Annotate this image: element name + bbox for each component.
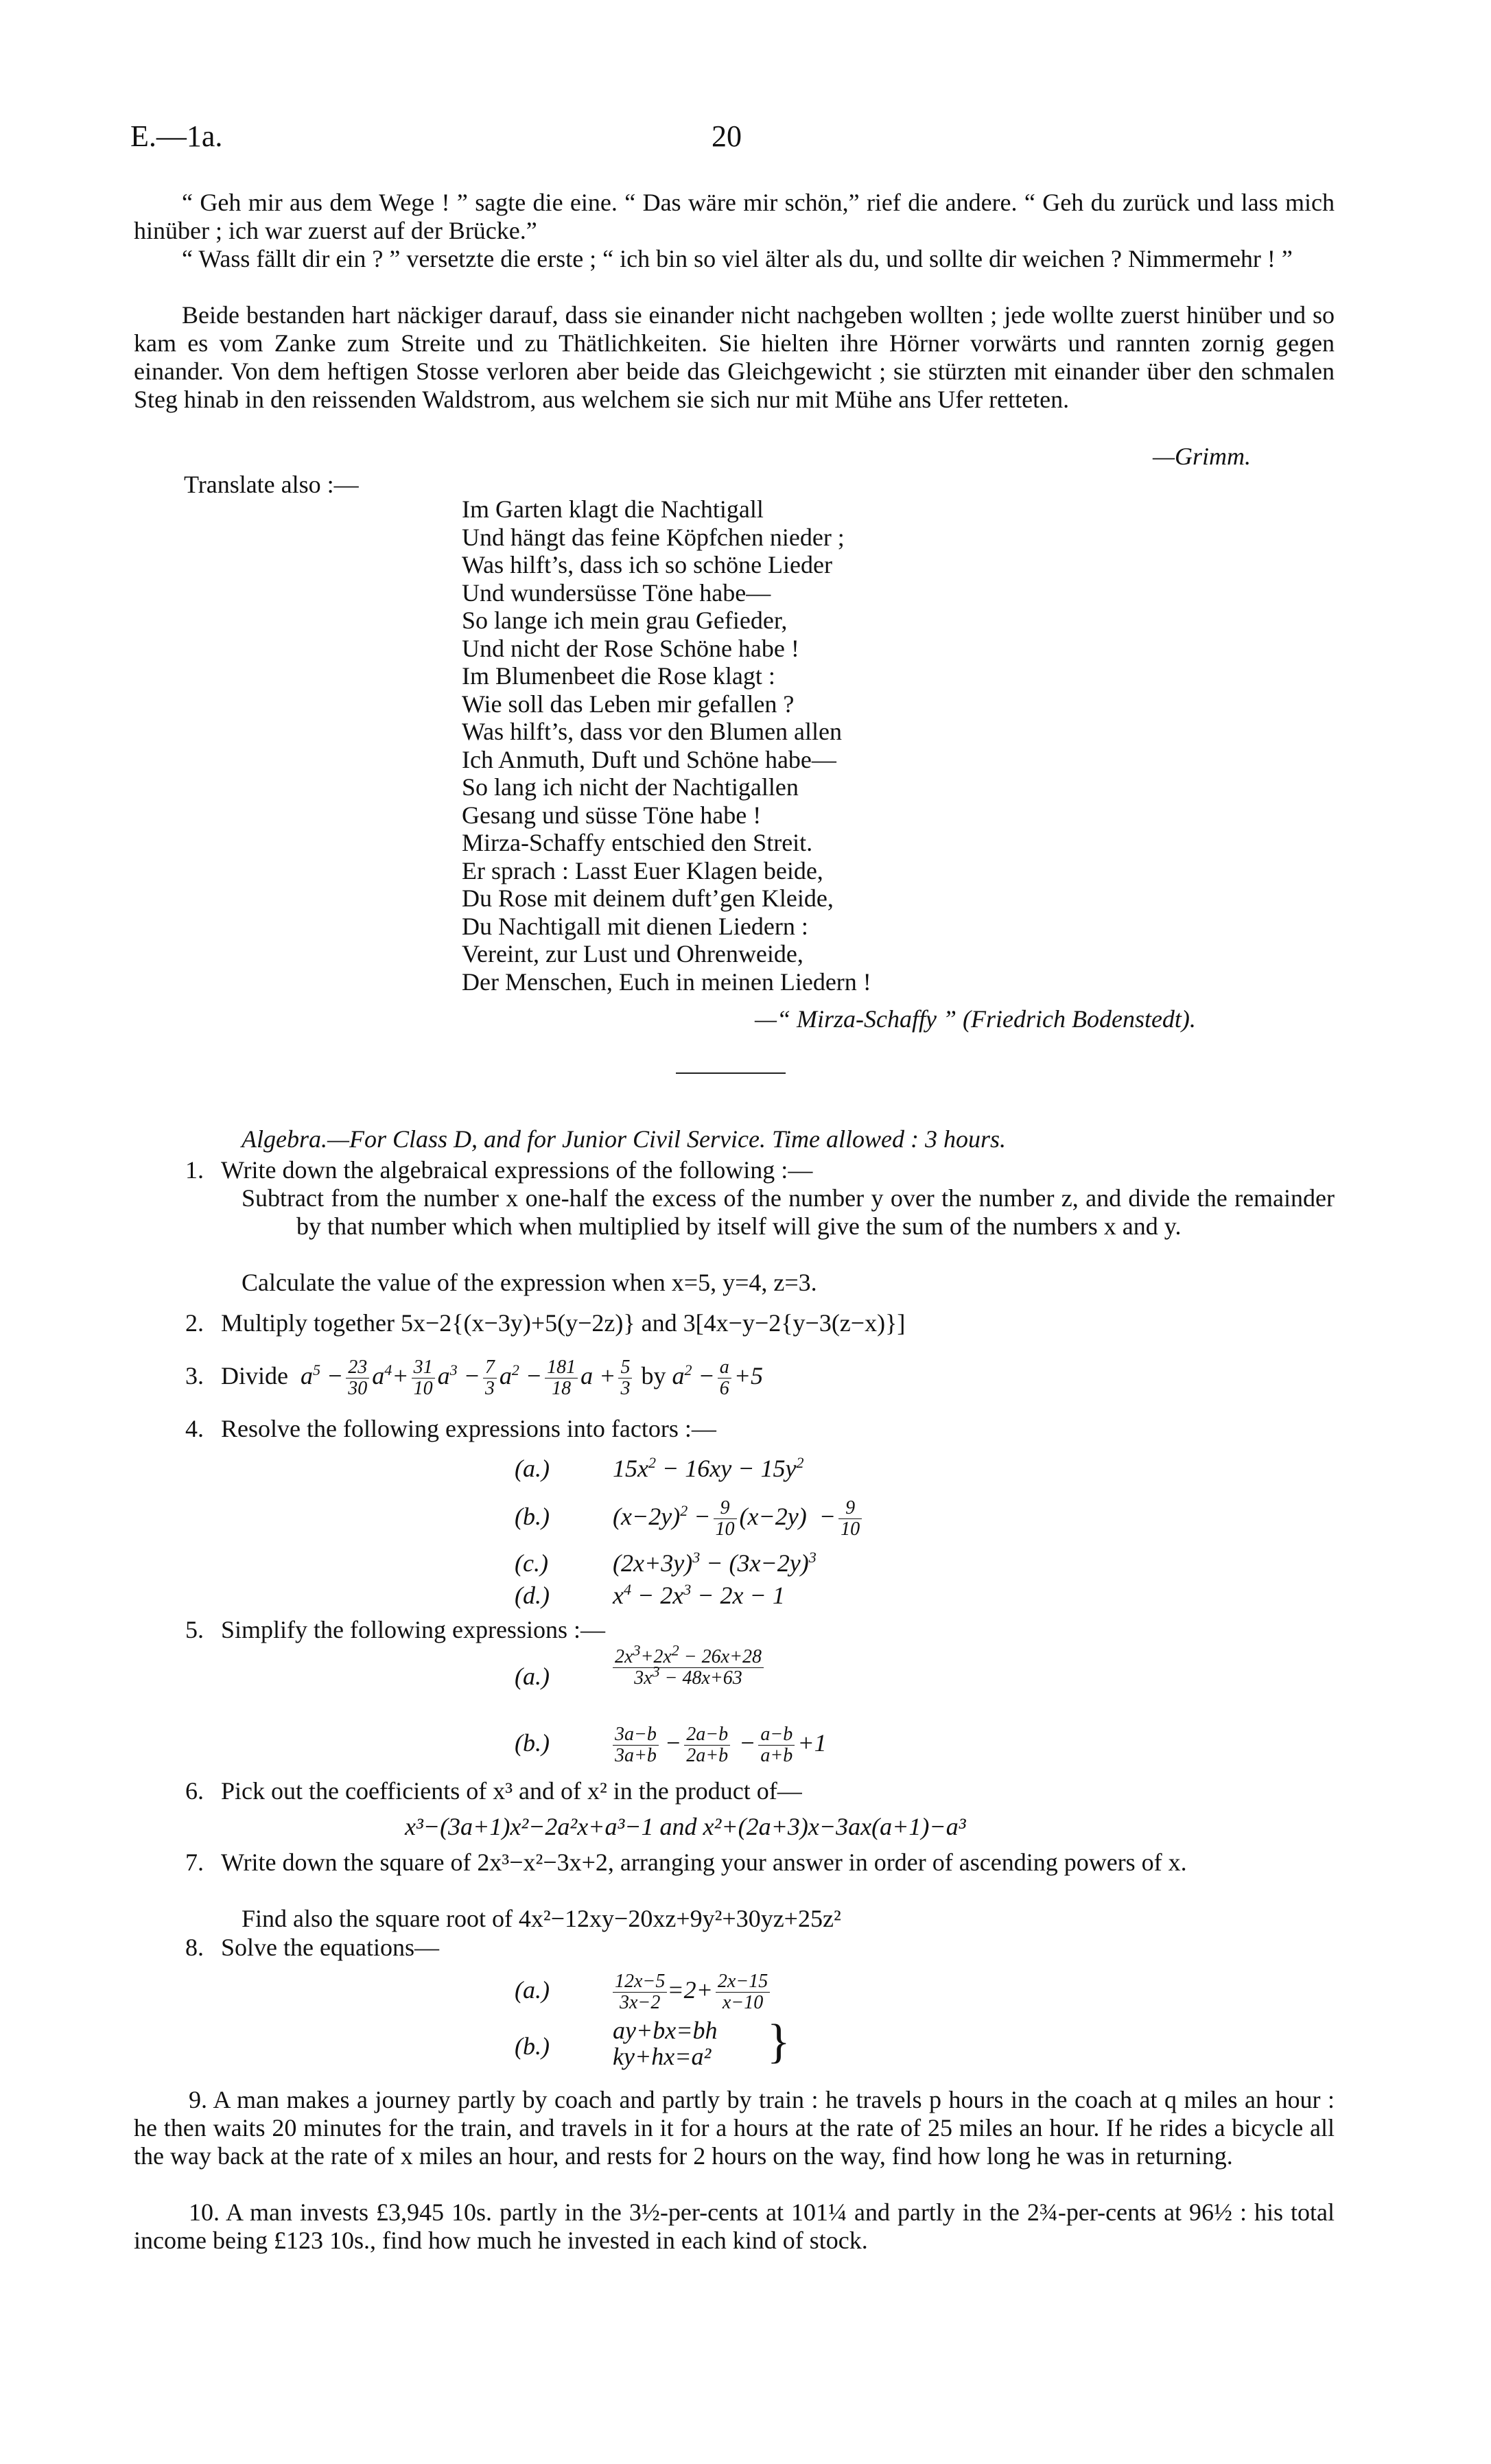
page-number: 20 [712, 119, 742, 153]
poem [462, 495, 1285, 996]
poem-line: Im Blumenbeet die Rose klagt : [462, 662, 775, 690]
poem-attribution: —“ Mirza-Schaffy ” (Friedrich Bodenstedt). [755, 1005, 1196, 1033]
question-number: 3. [185, 1362, 204, 1389]
part-label: (a.) [515, 1455, 550, 1482]
equation-8b-line-1: ay+bx=bh [613, 2017, 718, 2044]
poem-line: So lang ich nicht der Nachtigallen [462, 773, 799, 801]
translate-also-label: Translate also :— [184, 471, 359, 498]
question-6-expression: x³−(3a+1)x²−2a²x+a³−1 and x²+(2a+3)x−3ax(a+1)−a³ [405, 1813, 966, 1840]
poem-line: Und wundersüsse Töne habe— [462, 578, 771, 607]
expression-4c: $(2x+3y)^3 - (3x-2y)^3$ [613, 1549, 817, 1577]
divisor-expression: $a^2$ − $\frac{a}{6}$ +5 [672, 1357, 764, 1400]
equation-8a: $\frac{12x-5}{3x-2}$ =2+ $\frac{2x-15}{x-10}$ [613, 1961, 773, 2019]
dividend-expression: $a^5$ − $\frac{23}{30}$ $a^4+$ $\frac{31}{10}$ $a^3$ − $\frac{7}{3}$ $a^2$ − $\frac{181}{18}$ a + $\frac{5}{3}$ [294, 1362, 635, 1389]
expression-5b: $\frac{3a-b}{3a+b}$ − $\frac{2a-b}{2a+b}$ − $\frac{a-b}{a+b}$ +1 [613, 1714, 827, 1772]
equation-8b [613, 2017, 718, 2069]
question-number: 4. [185, 1415, 204, 1442]
german-paragraph-2: “ Wass fällt dir ein ? ” versetzte die erste ; “ ich bin so viel älter als du, und sollte dir weichen ? Nimmermehr ! ” [182, 245, 1293, 272]
poem-line: Gesang und süsse Töne habe ! [462, 801, 762, 829]
question-number: 2. [185, 1309, 204, 1337]
question-2: Multiply together 5x−2{(x−3y)+5(y−2z)} and 3[4x−y−2{y−3(z−x)}] [221, 1309, 906, 1337]
question-1-statement: Subtract from the number x one-half the excess of the number y over the number z, and divide the remainder by that number which when multiplied by itself will give the sum of the numbers x and y. [242, 1184, 1335, 1240]
question-number: 1. [185, 1156, 204, 1184]
question-7: Write down the square of 2x³−x²−3x+2, arranging your answer in order of ascending powers of x. [221, 1849, 1187, 1876]
question-7-square-root: Find also the square root of 4x²−12xy−20xz+9y²+30yz+25z² [242, 1905, 841, 1932]
poem-line: Er sprach : Lasst Euer Klagen beide, [462, 856, 823, 884]
question-3 [221, 1348, 763, 1403]
part-label: (a.) [515, 1976, 550, 2004]
part-label: (b.) [515, 1729, 550, 1757]
by-label: by [641, 1362, 666, 1389]
poem-line: Du Nachtigall mit dienen Liedern : [462, 912, 808, 940]
poem-line: Du Rose mit deinem duft’gen Kleide, [462, 884, 834, 912]
part-label: (b.) [515, 1503, 550, 1530]
equation-8b-line-2: ky+hx=a² [613, 2043, 712, 2070]
expression-4a: $15x^2 - 16xy - 15y^2$ [613, 1454, 804, 1482]
poem-line: Mirza-Schaffy entschied den Streit. [462, 829, 813, 856]
question-4: Resolve the following expressions into factors :— [221, 1415, 716, 1442]
question-1-calculate: Calculate the value of the expression when x=5, y=4, z=3. [242, 1269, 817, 1296]
question-9: 9. A man makes a journey partly by coach and partly by train : he travels p hours in the coach at q miles an hour : he then waits 20 minutes for the train, and travels in it for a hours at the rate of 25 miles an hour. If he rides a bicycle all the way back at the rate of x miles an hour, and rests for 2 hours on the way, find how long he was in returning. [134, 2086, 1335, 2170]
part-label: (c.) [515, 1549, 548, 1577]
expression-5a: $\frac{2x^3+2x^2 - 26x+28}{3x^3 - 48x+63}$ [613, 1647, 764, 1689]
poem-line: Im Garten klagt die Nachtigall [462, 495, 764, 523]
question-number: 6. [185, 1777, 204, 1805]
question-number: 5. [185, 1616, 204, 1643]
part-label: (b.) [515, 2032, 550, 2060]
expression-4d: $x^4 - 2x^3 - 2x - 1$ [613, 1581, 785, 1609]
poem-line: Der Menschen, Euch in meinen Liedern ! [462, 967, 871, 996]
question-10: 10. A man invests £3,945 10s. partly in the 3½-per-cents at 101¼ and partly in the 2¾-per-cents at 96½ : his total income being £123 10s., find how much he invested in each kind of stock. [134, 2198, 1335, 2254]
poem-line: Ich Anmuth, Duft und Schöne habe— [462, 745, 836, 773]
poem-line: So lange ich mein grau Gefieder, [462, 607, 788, 634]
question-number: 7. [185, 1849, 204, 1876]
expression-4b: $(x-2y)^2$ − $\frac{9}{10}$ (x−2y) − $\frac{9}{10}$ [613, 1488, 865, 1545]
algebra-heading: Algebra.—For Class D, and for Junior Civil Service. Time allowed : 3 hours. [242, 1125, 1006, 1153]
section-divider [676, 1072, 786, 1074]
grimm-attribution: —Grimm. [1153, 443, 1252, 470]
page-section-code: E.—1a. [130, 119, 223, 153]
question-5: Simplify the following expressions :— [221, 1616, 605, 1643]
poem-line: Was hilft’s, dass vor den Blumen allen [462, 718, 843, 745]
part-label: (d.) [515, 1582, 550, 1609]
poem-line: Was hilft’s, dass ich so schöne Lieder [462, 551, 832, 578]
part-label: (a.) [515, 1663, 550, 1690]
poem-line: Wie soll das Leben mir gefallen ? [462, 690, 795, 718]
question-8: Solve the equations— [221, 1934, 439, 1961]
german-paragraph-1: “ Geh mir aus dem Wege ! ” sagte die eine. “ Das wäre mir schön,” rief die andere. “ Geh du zurück und lass mich hinüber ; ich war zuerst auf der Brücke.” [134, 189, 1335, 244]
divide-label: Divide [221, 1362, 288, 1389]
question-1: Write down the algebraical expressions of the following :— [221, 1156, 813, 1184]
question-number: 8. [185, 1934, 204, 1961]
brace: } [767, 2015, 790, 2068]
poem-line: Und hängt das feine Köpfchen nieder ; [462, 523, 845, 551]
poem-line: Vereint, zur Lust und Ohrenweide, [462, 940, 803, 967]
poem-line: Und nicht der Rose Schöne habe ! [462, 634, 799, 662]
question-6: Pick out the coefficients of x³ and of x² in the product of— [221, 1777, 802, 1805]
german-paragraph-3: Beide bestanden hart näckiger darauf, dass sie einander nicht nachgeben wollten ; jede wollte zuerst hinüber und so kam es vom Zanke zum Streite und zu Thätlichkeiten. Sie hielten ihre Hörner vorwärts und rannten zornig gegen einander. Von dem heftigen Stosse verloren aber beide das Gleichgewicht ; sie stürzten mit einander über den schmalen Steg hinab in den reissenden Waldstrom, aus welchem sie sich nur mit Mühe ans Ufer retteten. [134, 301, 1335, 413]
